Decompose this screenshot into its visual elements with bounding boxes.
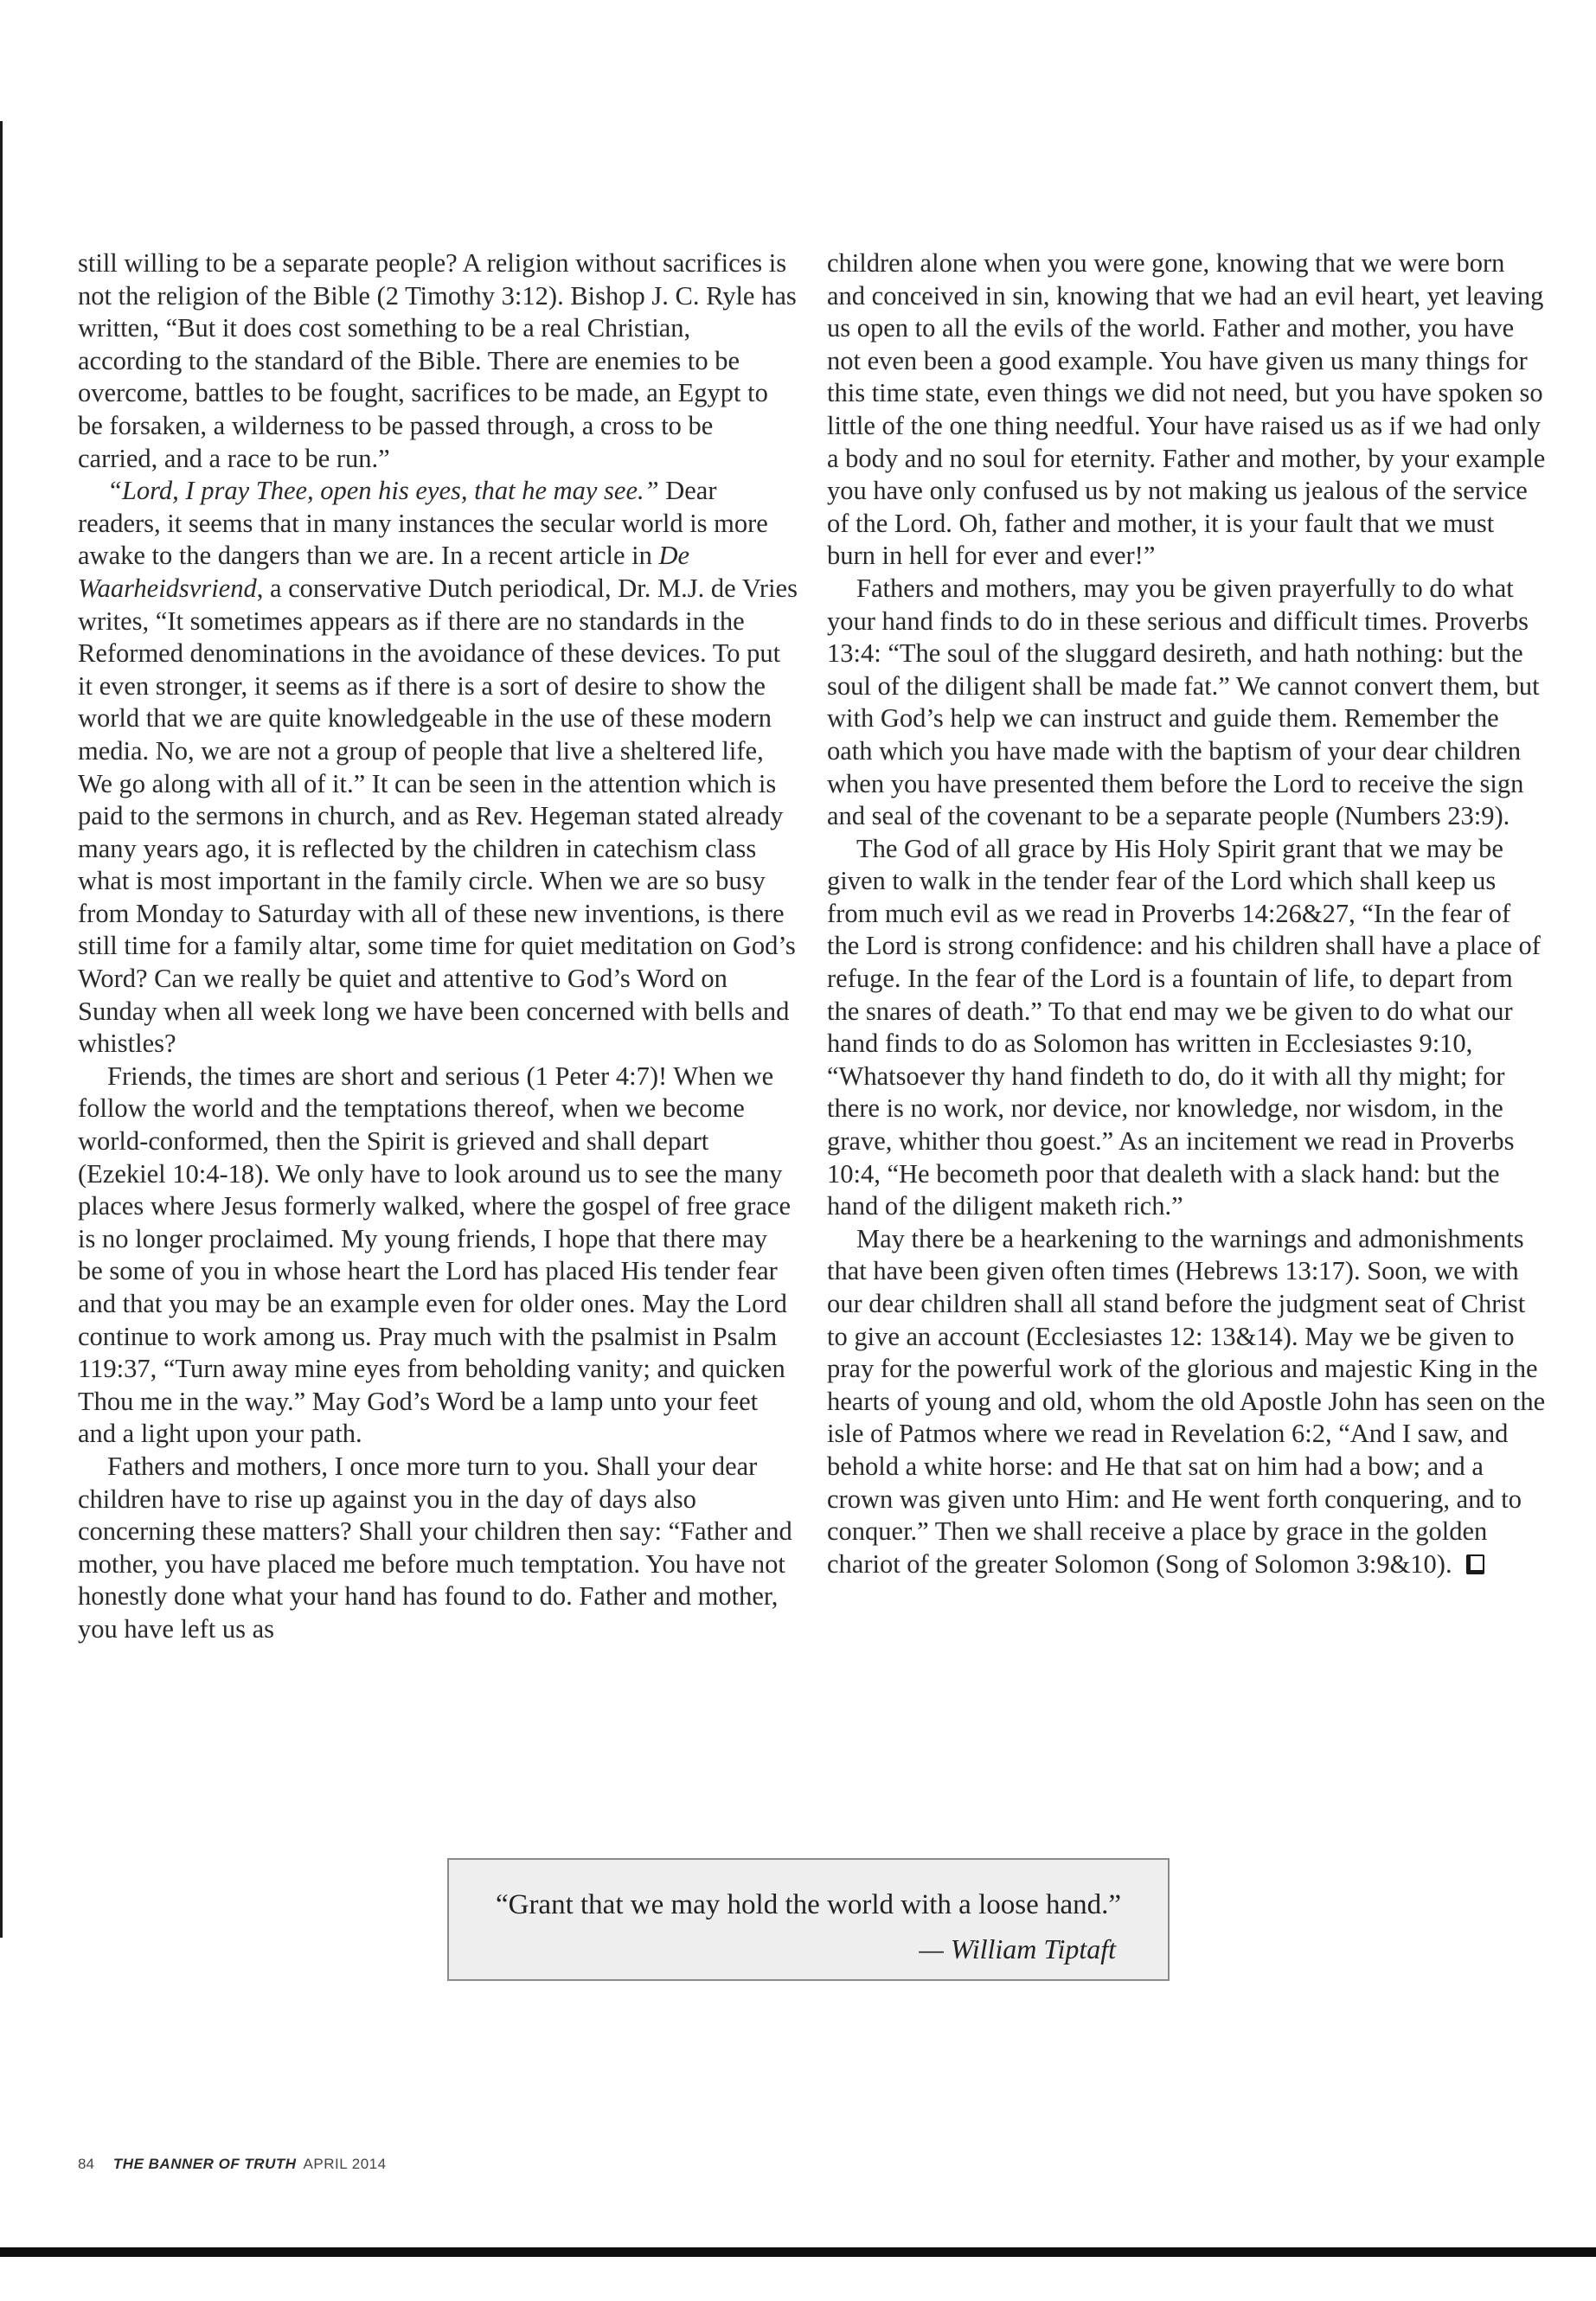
periodical-title: De Waarheidsvriend	[78, 541, 690, 603]
text-run: , a conservative Dutch periodical, Dr. M.J. de Vries writes, “It sometimes appears as if there are no standards in the Reformed denominations in the avoidance of these devices. To put it even stronger, it seems as if there is a sort of desire to show the world that we are quite knowledgeable in the use of these modern media. No, we are not a group of people that live a sheltered life, We go along with all of it.” It can be seen in the attention which is paid to the sermons in church, and as Rev. Hegeman stated already many years ago, it is reflected by the children in catechism class what is most important in the family circle. When we are so busy from Monday to Saturday with all of these new inventions, is there still time for a family altar, some time for quiet meditation on God’s Word? Can we really be quiet and attentive to God’s Word on Sunday when all week long we have been concerned with bells and whistles?	[78, 573, 798, 1059]
paragraph: The God of all grace by His Holy Spirit grant that we may be given to walk in the tender fear of the Lord which shall keep us from much evil as we read in Proverbs 14:26&27, “In the fear of the Lord is strong confidence: and his children shall have a place of refuge. In the fear of the Lord is a fountain of life, to depart from the snares of death.” To that end may we be given to do what our hand finds to do as Solomon has written in Ecclesiastes 9:10, “Whatsoever thy hand findeth to do, do it with all thy might; for there is no work, nor device, nor knowledge, nor wisdom, in the grave, whither thou goest.” As an incitement we read in Proverbs 10:4, “He becometh poor that dealeth with a slack hand: but the hand of the diligent maketh rich.”	[827, 833, 1541, 1221]
pull-quote-attribution: — William Tiptaft	[919, 1933, 1116, 1965]
page-number: 84	[78, 2156, 94, 2172]
page-footer	[78, 2153, 387, 2176]
text-run: Dear readers, it seems that in many instances the secular world is more awake to the dangers than we are. In a recent article in	[78, 476, 768, 571]
text-run: May there be a hearkening to the warnings and admonishments that have been given often times (Hebrews 13:17). Soon, we with our dear children shall all stand before the judgment seat of Christ to give an account (Ecclesiastes 12: 13&14). May we be given to pray for the powerful work of the glorious and majestic King in the hearts of young and old, whom the old Apostle John has seen on the isle of Patmos where we read in Revelation 6:2, “And I saw, and behold a white horse: and He that sat on him had a bow; and a crown was given unto Him: and He went forth conquering, and to conquer.” Then we shall receive a place by grace in the golden chariot of the greater Solomon (Song of Solomon 3:9&10).	[827, 1223, 1546, 1579]
pull-quote-box	[447, 1858, 1170, 1981]
paragraph: still willing to be a separate people? A religion without sacrifices is not the religion of the Bible (2 Timothy 3:12). Bishop J. C. Ryle has written, “But it does cost something to be a real Christian, according to the standard of the Bible. There are enemies to be overcome, battles to be fought, sacrifices to be made, an Egypt to be forsaken, a wilderness to be passed through, a cross to be carried, and a race to be run.”	[78, 248, 797, 473]
paragraph	[78, 475, 798, 1061]
paragraph	[827, 1223, 1547, 1581]
article-column-left	[78, 247, 798, 1646]
page-edge-rule	[0, 121, 3, 1938]
paragraph: Friends, the times are short and serious (1 Peter 4:7)! When we follow the world and the temptations thereof, when we become world-conformed, then the Spirit is grieved and shall depart (Ezekiel 10:4-18). We only have to look around us to see the many places where Jesus formerly walked, where the gospel of free grace is no longer proclaimed. My young friends, I hope that there may be some of you in whose heart the Lord has placed His tender fear and that you may be an example even for older ones. May the Lord continue to work among us. Pray much with the psalmist in Psalm 119:37, “Turn away mine eyes from beholding vanity; and quicken Thou me in the way.” May God’s Word be a lamp unto your feet and a light upon your path.	[78, 1061, 791, 1449]
bottom-edge-rule	[0, 2247, 1596, 2257]
paragraph: Fathers and mothers, may you be given prayerfully to do what your hand finds to do in these serious and difficult times. Proverbs 13:4: “The soul of the sluggard desireth, and hath nothing: but the soul of the diligent shall be made fat.” We cannot convert them, but with God’s help we can instruct and guide them. Remember the oath which you have made with the baptism of your dear children when you have presented them before the Lord to receive the sign and seal of the covenant to be a separate people (Numbers 23:9).	[827, 573, 1540, 831]
magazine-title: THE BANNER OF TRUTH	[112, 2156, 297, 2172]
pull-quote-text: “Grant that we may hold the world with a loose hand.”	[495, 1889, 1122, 1920]
issue-date: APRIL 2014	[303, 2156, 387, 2172]
paragraph: Fathers and mothers, I once more turn to you. Shall your dear children have to rise up against you in the day of days also concerning these matters? Shall your children then say: “Father and mother, you have placed me before much temptation. You have not honestly done what your hand has found to do. Father and mother, you have left us as	[78, 1451, 792, 1644]
italic-prayer: “Lord, I pray Thee, open his eyes, that he may see.”	[107, 476, 659, 506]
paragraph: children alone when you were gone, knowing that we were born and conceived in sin, knowing that we had an evil heart, yet leaving us open to all the evils of the world. Father and mother, you have not even been a good example. You have given us many things for this time state, even things we did not need, but you have spoken so little of the one thing needful. Your have raised us as if we had only a body and no soul for eternity. Father and mother, by your example you have only confused us by not making us jealous of the service of the Lord. Oh, father and mother, it is your fault that we must burn in hell for ever and ever!”	[827, 248, 1546, 571]
end-of-article-icon	[1466, 1554, 1484, 1574]
article-column-right	[827, 247, 1547, 1580]
